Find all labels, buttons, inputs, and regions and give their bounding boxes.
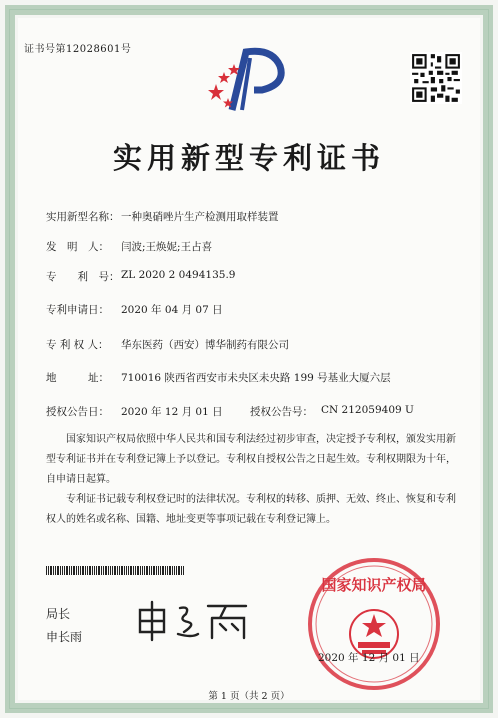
director-title: 局长 [46,607,71,621]
qr-code-icon [410,52,462,104]
svg-text:国家知识产权局: 国家知识产权局 [321,578,427,594]
body-text [46,430,456,530]
grant-date-label: 授权公告日： [46,406,109,418]
handwritten-signature [134,598,254,642]
patent-number-value: ZL 2020 2 0494135.9 [121,269,236,281]
grant-number-label: 授权公告号： [250,406,313,418]
name-label: 实用新型名称： [46,211,120,223]
official-seal [304,554,444,694]
owner-label: 专 利 权 人： [46,339,109,351]
page-number: 第 1 页（共 2 页） [208,691,290,702]
address-label: 地 址： [46,372,109,384]
certificate-title: 实用新型专利证书 [112,141,385,175]
filing-date-value: 2020 年 04 月 07 日 [121,304,223,316]
inventor-value: 闫波;王焕妮;王占喜 [121,241,213,253]
barcode-icon [46,566,184,575]
owner-value: 华东医药（西安）博华制药有限公司 [121,339,289,351]
filing-date-label: 专利申请日： [46,304,109,316]
cnipa-logo-icon [202,44,294,116]
seal-date: 2020 年 12 月 01 日 [318,652,420,664]
name-value: 一种奥硝唑片生产检测用取样装置 [121,211,279,223]
address-value: 710016 陕西省西安市未央区未央路 199 号基业大厦六层 [121,372,391,384]
inventor-label: 发 明 人： [46,241,109,253]
body-paragraph-2: 专利证书记载专利权登记时的法律状况。专利权的转移、质押、无效、终止、恢复和专利权人的姓名或名称、国籍、地址变更等事项记载在专利登记簿上。 [46,494,456,525]
grant-date-value: 2020 年 12 月 01 日 [121,406,223,418]
certificate-number: 证书号第12028601号 [24,44,132,55]
patent-number-label: 专 利 号： [46,271,120,283]
grant-number-value: CN 212059409 U [321,404,414,416]
body-paragraph-1: 国家知识产权局依照中华人民共和国专利法经过初步审查，决定授予专利权，颁发实用新型专利证书并在专利登记簿上予以登记。专利权自授权公告之日起生效。专利权期限为十年，自申请日起算。 [46,434,456,485]
director-name: 申长雨 [46,630,83,644]
